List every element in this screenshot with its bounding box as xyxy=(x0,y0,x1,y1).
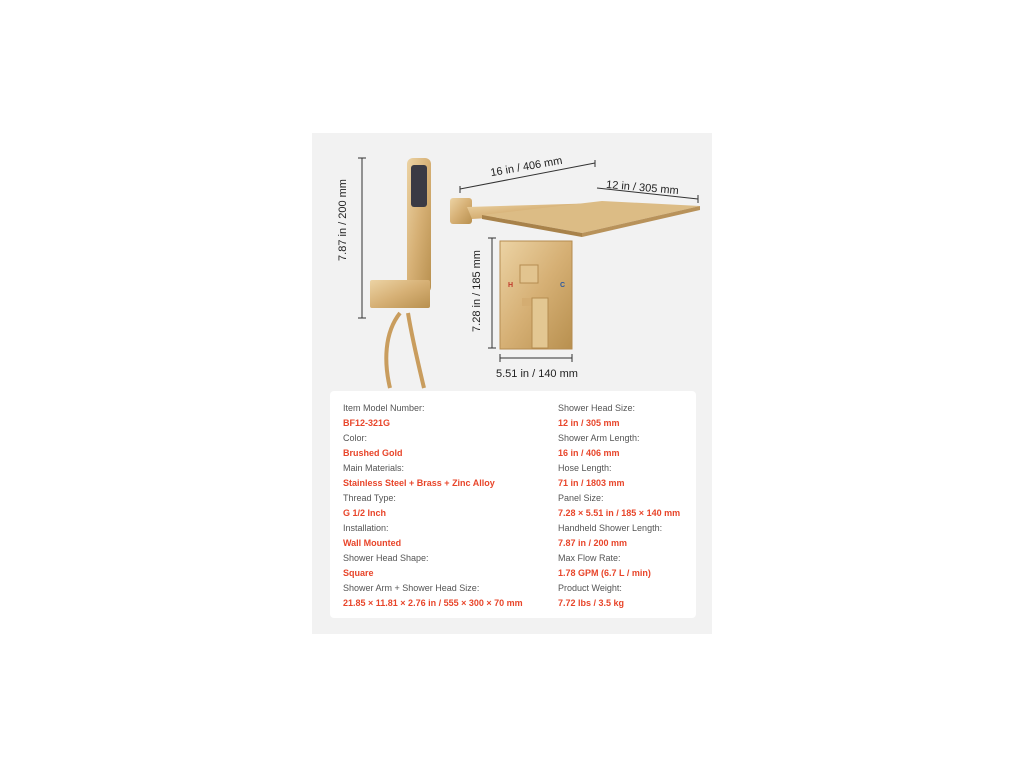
spec-value: 21.85 × 11.81 × 2.76 in / 555 × 300 × 70 mm xyxy=(343,598,523,608)
spec-head-size xyxy=(558,401,680,431)
spec-label: Color: xyxy=(343,433,368,443)
spec-head-shape xyxy=(343,551,523,581)
spec-label: Product Weight: xyxy=(558,583,622,593)
spec-label: Handheld Shower Length: xyxy=(558,523,663,533)
spec-value: 7.28 × 5.51 in / 185 × 140 mm xyxy=(558,508,681,518)
spec-label: Installation: xyxy=(343,523,389,533)
shower-hose xyxy=(386,313,424,388)
spec-value: Stainless Steel + Brass + Zinc Alloy xyxy=(343,478,495,488)
spec-value: 16 in / 406 mm xyxy=(558,448,620,458)
spec-installation xyxy=(343,521,523,551)
spec-value: G 1/2 Inch xyxy=(343,508,387,518)
valve-handle xyxy=(532,298,548,348)
spec-panel-size xyxy=(558,491,680,521)
spec-color xyxy=(343,431,523,461)
spec-column-right xyxy=(558,401,680,611)
spec-label: Shower Head Shape: xyxy=(343,553,429,563)
spec-label: Panel Size: xyxy=(558,493,604,503)
spec-label: Main Materials: xyxy=(343,463,405,473)
spec-value: Wall Mounted xyxy=(343,538,402,548)
spec-value: Brushed Gold xyxy=(343,448,403,458)
spec-flow-rate xyxy=(558,551,680,581)
spec-value: 1.78 GPM (6.7 L / min) xyxy=(558,568,651,578)
spec-model xyxy=(343,401,523,431)
spec-materials xyxy=(343,461,523,491)
spec-label: Shower Arm Length: xyxy=(558,433,640,443)
panel-width-dim: 5.51 in / 140 mm xyxy=(496,368,578,380)
head-width-dim: 12 in / 305 mm xyxy=(605,178,680,198)
spec-value: Square xyxy=(343,568,374,578)
spec-value: 7.87 in / 200 mm xyxy=(558,538,628,548)
arm-length-dim: 16 in / 406 mm xyxy=(489,154,564,180)
spec-column-left xyxy=(343,401,523,611)
hot-label: H xyxy=(508,282,514,289)
spec-value: 7.72 lbs / 3.5 kg xyxy=(558,598,625,608)
panel-height-dim: 7.28 in / 185 mm xyxy=(470,250,483,332)
spec-handheld-length xyxy=(558,521,680,551)
spec-value: BF12-321G xyxy=(343,418,391,428)
handheld-height-dim: 7.87 in / 200 mm xyxy=(336,179,349,261)
spec-label: Hose Length: xyxy=(558,463,612,473)
wall-elbow xyxy=(370,280,430,308)
spec-hose-length xyxy=(558,461,680,491)
handheld-face xyxy=(411,165,427,207)
spec-arm-head-size xyxy=(343,581,523,611)
spec-weight xyxy=(558,581,680,611)
spec-arm-length xyxy=(558,431,680,461)
spec-label: Thread Type: xyxy=(343,493,396,503)
spec-label: Max Flow Rate: xyxy=(558,553,621,563)
spec-thread xyxy=(343,491,523,521)
spec-table xyxy=(330,391,696,618)
rain-shower-head xyxy=(450,198,700,237)
spec-value: 71 in / 1803 mm xyxy=(558,478,625,488)
handheld-shower xyxy=(370,158,431,388)
spec-label: Item Model Number: xyxy=(343,403,425,413)
valve-panel xyxy=(500,241,572,349)
spec-value: 12 in / 305 mm xyxy=(558,418,620,428)
cold-label: C xyxy=(560,282,566,289)
diverter-knob xyxy=(520,265,538,283)
spec-label: Shower Head Size: xyxy=(558,403,636,413)
spec-label: Shower Arm + Shower Head Size: xyxy=(343,583,480,593)
